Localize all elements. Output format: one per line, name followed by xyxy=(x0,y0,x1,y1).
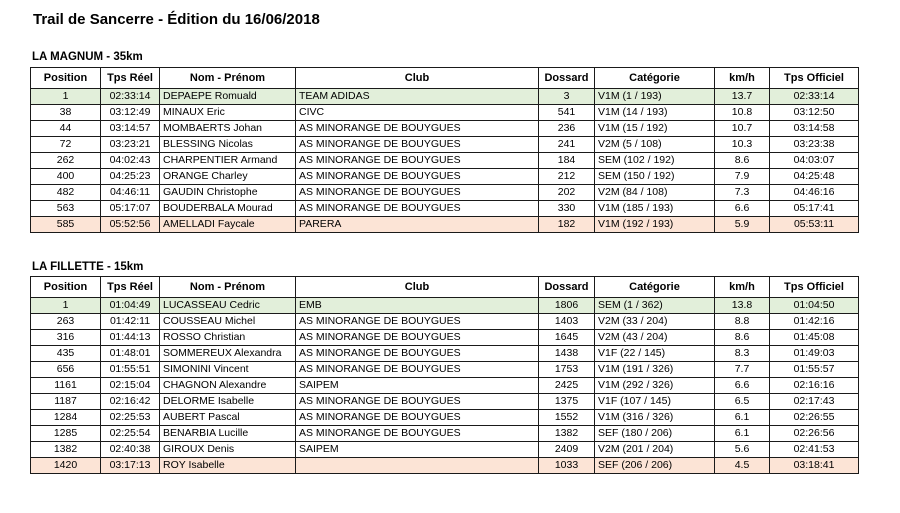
table-row xyxy=(31,121,859,137)
cell-nom-prenom: MINAUX Eric xyxy=(160,105,296,121)
table-row xyxy=(31,153,859,169)
table-row xyxy=(31,314,859,330)
cell-tps-reel: 04:02:43 xyxy=(101,153,160,169)
cell-position: 435 xyxy=(31,346,101,362)
cell-dossard: 1375 xyxy=(539,394,595,410)
header-position: Position xyxy=(31,277,101,298)
cell-tps-officiel: 05:53:11 xyxy=(770,217,859,233)
cell-tps-officiel: 05:17:41 xyxy=(770,201,859,217)
header-categorie: Catégorie xyxy=(595,277,715,298)
cell-position: 44 xyxy=(31,121,101,137)
cell-club: SAIPEM xyxy=(296,378,539,394)
cell-tps-officiel: 02:41:53 xyxy=(770,442,859,458)
cell-tps-officiel: 03:23:38 xyxy=(770,137,859,153)
cell-dossard: 330 xyxy=(539,201,595,217)
cell-club: AS MINORANGE DE BOUYGUES xyxy=(296,330,539,346)
header-categorie: Catégorie xyxy=(595,68,715,89)
header-club: Club xyxy=(296,68,539,89)
header-tps-officiel: Tps Officiel xyxy=(770,68,859,89)
cell-nom-prenom: AUBERT Pascal xyxy=(160,410,296,426)
cell-categorie: V1M (192 / 193) xyxy=(595,217,715,233)
cell-tps-officiel: 04:46:16 xyxy=(770,185,859,201)
table-row xyxy=(31,378,859,394)
cell-tps-reel: 02:15:04 xyxy=(101,378,160,394)
table-row xyxy=(31,185,859,201)
cell-tps-officiel: 04:03:07 xyxy=(770,153,859,169)
cell-categorie: V1M (1 / 193) xyxy=(595,89,715,105)
cell-nom-prenom: CHARPENTIER Armand xyxy=(160,153,296,169)
cell-kmh: 7.9 xyxy=(715,169,770,185)
header-tps-reel: Tps Réel xyxy=(101,277,160,298)
cell-position: 400 xyxy=(31,169,101,185)
cell-club: TEAM ADIDAS xyxy=(296,89,539,105)
cell-nom-prenom: DELORME Isabelle xyxy=(160,394,296,410)
cell-club: SAIPEM xyxy=(296,442,539,458)
cell-kmh: 8.8 xyxy=(715,314,770,330)
table-row xyxy=(31,169,859,185)
cell-position: 656 xyxy=(31,362,101,378)
cell-categorie: V1M (15 / 192) xyxy=(595,121,715,137)
cell-tps-officiel: 03:18:41 xyxy=(770,458,859,474)
cell-tps-reel: 01:55:51 xyxy=(101,362,160,378)
cell-kmh: 8.3 xyxy=(715,346,770,362)
cell-tps-reel: 02:40:38 xyxy=(101,442,160,458)
cell-kmh: 6.1 xyxy=(715,410,770,426)
cell-dossard: 202 xyxy=(539,185,595,201)
cell-position: 563 xyxy=(31,201,101,217)
cell-position: 1 xyxy=(31,298,101,314)
header-nom-prenom: Nom - Prénom xyxy=(160,277,296,298)
cell-tps-officiel: 03:12:50 xyxy=(770,105,859,121)
cell-nom-prenom: SIMONINI Vincent xyxy=(160,362,296,378)
cell-kmh: 5.6 xyxy=(715,442,770,458)
cell-dossard: 1645 xyxy=(539,330,595,346)
cell-tps-reel: 02:33:14 xyxy=(101,89,160,105)
section-title-fillette: LA FILLETTE - 15km xyxy=(32,261,144,273)
cell-tps-reel: 03:14:57 xyxy=(101,121,160,137)
cell-categorie: V2M (43 / 204) xyxy=(595,330,715,346)
cell-tps-officiel: 02:16:16 xyxy=(770,378,859,394)
cell-categorie: V2M (84 / 108) xyxy=(595,185,715,201)
cell-categorie: V1M (316 / 326) xyxy=(595,410,715,426)
cell-club: AS MINORANGE DE BOUYGUES xyxy=(296,121,539,137)
table-row xyxy=(31,330,859,346)
header-nom-prenom: Nom - Prénom xyxy=(160,68,296,89)
cell-kmh: 5.9 xyxy=(715,217,770,233)
cell-dossard: 236 xyxy=(539,121,595,137)
cell-tps-officiel: 04:25:48 xyxy=(770,169,859,185)
header-kmh: km/h xyxy=(715,68,770,89)
cell-categorie: SEF (180 / 206) xyxy=(595,426,715,442)
cell-position: 263 xyxy=(31,314,101,330)
cell-nom-prenom: BOUDERBALA Mourad xyxy=(160,201,296,217)
cell-tps-officiel: 01:55:57 xyxy=(770,362,859,378)
table-row xyxy=(31,394,859,410)
header-tps-officiel: Tps Officiel xyxy=(770,277,859,298)
cell-tps-reel: 02:25:53 xyxy=(101,410,160,426)
cell-club: PARERA xyxy=(296,217,539,233)
cell-nom-prenom: ROY Isabelle xyxy=(160,458,296,474)
results-table-fillette xyxy=(30,276,859,474)
cell-dossard: 1382 xyxy=(539,426,595,442)
header-dossard: Dossard xyxy=(539,277,595,298)
table-row xyxy=(31,410,859,426)
table-row xyxy=(31,201,859,217)
cell-dossard: 241 xyxy=(539,137,595,153)
cell-dossard: 184 xyxy=(539,153,595,169)
cell-position: 482 xyxy=(31,185,101,201)
cell-nom-prenom: BLESSING Nicolas xyxy=(160,137,296,153)
cell-kmh: 8.6 xyxy=(715,330,770,346)
cell-kmh: 6.6 xyxy=(715,201,770,217)
cell-tps-officiel: 01:04:50 xyxy=(770,298,859,314)
table-row xyxy=(31,298,859,314)
cell-club: AS MINORANGE DE BOUYGUES xyxy=(296,410,539,426)
cell-categorie: V2M (201 / 204) xyxy=(595,442,715,458)
cell-categorie: V2M (5 / 108) xyxy=(595,137,715,153)
table-header-row xyxy=(31,68,859,89)
cell-club: EMB xyxy=(296,298,539,314)
cell-kmh: 6.6 xyxy=(715,378,770,394)
cell-tps-reel: 03:17:13 xyxy=(101,458,160,474)
cell-tps-reel: 01:44:13 xyxy=(101,330,160,346)
cell-tps-reel: 01:42:11 xyxy=(101,314,160,330)
cell-kmh: 4.5 xyxy=(715,458,770,474)
cell-kmh: 13.7 xyxy=(715,89,770,105)
cell-categorie: V2M (33 / 204) xyxy=(595,314,715,330)
cell-categorie: V1M (191 / 326) xyxy=(595,362,715,378)
cell-categorie: V1M (185 / 193) xyxy=(595,201,715,217)
cell-position: 585 xyxy=(31,217,101,233)
cell-tps-officiel: 02:26:55 xyxy=(770,410,859,426)
cell-position: 1382 xyxy=(31,442,101,458)
cell-tps-reel: 05:17:07 xyxy=(101,201,160,217)
cell-categorie: SEM (1 / 362) xyxy=(595,298,715,314)
cell-dossard: 1033 xyxy=(539,458,595,474)
cell-dossard: 2409 xyxy=(539,442,595,458)
cell-tps-reel: 03:12:49 xyxy=(101,105,160,121)
cell-club: CIVC xyxy=(296,105,539,121)
cell-tps-officiel: 03:14:58 xyxy=(770,121,859,137)
cell-club: AS MINORANGE DE BOUYGUES xyxy=(296,426,539,442)
cell-kmh: 10.3 xyxy=(715,137,770,153)
cell-categorie: V1M (292 / 326) xyxy=(595,378,715,394)
cell-dossard: 212 xyxy=(539,169,595,185)
cell-nom-prenom: GIROUX Denis xyxy=(160,442,296,458)
cell-position: 1420 xyxy=(31,458,101,474)
cell-kmh: 6.5 xyxy=(715,394,770,410)
cell-club: AS MINORANGE DE BOUYGUES xyxy=(296,153,539,169)
cell-club: AS MINORANGE DE BOUYGUES xyxy=(296,201,539,217)
cell-categorie: SEM (150 / 192) xyxy=(595,169,715,185)
header-position: Position xyxy=(31,68,101,89)
cell-nom-prenom: MOMBAERTS Johan xyxy=(160,121,296,137)
cell-categorie: V1M (14 / 193) xyxy=(595,105,715,121)
cell-tps-officiel: 02:33:14 xyxy=(770,89,859,105)
cell-dossard: 1806 xyxy=(539,298,595,314)
cell-tps-reel: 05:52:56 xyxy=(101,217,160,233)
cell-club xyxy=(296,458,539,474)
cell-tps-officiel: 02:26:56 xyxy=(770,426,859,442)
cell-tps-reel: 02:25:54 xyxy=(101,426,160,442)
cell-tps-reel: 01:48:01 xyxy=(101,346,160,362)
cell-categorie: V1F (107 / 145) xyxy=(595,394,715,410)
cell-position: 1187 xyxy=(31,394,101,410)
cell-dossard: 1438 xyxy=(539,346,595,362)
cell-nom-prenom: LUCASSEAU Cedric xyxy=(160,298,296,314)
table-row xyxy=(31,217,859,233)
cell-position: 72 xyxy=(31,137,101,153)
cell-kmh: 7.3 xyxy=(715,185,770,201)
header-club: Club xyxy=(296,277,539,298)
table-row xyxy=(31,362,859,378)
cell-nom-prenom: DEPAEPE Romuald xyxy=(160,89,296,105)
cell-nom-prenom: SOMMEREUX Alexandra xyxy=(160,346,296,362)
cell-club: AS MINORANGE DE BOUYGUES xyxy=(296,185,539,201)
cell-tps-reel: 04:46:11 xyxy=(101,185,160,201)
cell-tps-officiel: 01:49:03 xyxy=(770,346,859,362)
cell-club: AS MINORANGE DE BOUYGUES xyxy=(296,346,539,362)
table-row xyxy=(31,346,859,362)
cell-club: AS MINORANGE DE BOUYGUES xyxy=(296,137,539,153)
cell-nom-prenom: COUSSEAU Michel xyxy=(160,314,296,330)
cell-position: 1 xyxy=(31,89,101,105)
cell-nom-prenom: ROSSO Christian xyxy=(160,330,296,346)
cell-dossard: 182 xyxy=(539,217,595,233)
cell-position: 316 xyxy=(31,330,101,346)
cell-tps-officiel: 01:42:16 xyxy=(770,314,859,330)
cell-tps-reel: 02:16:42 xyxy=(101,394,160,410)
cell-dossard: 1403 xyxy=(539,314,595,330)
cell-kmh: 6.1 xyxy=(715,426,770,442)
header-kmh: km/h xyxy=(715,277,770,298)
cell-position: 262 xyxy=(31,153,101,169)
table-row xyxy=(31,458,859,474)
cell-position: 38 xyxy=(31,105,101,121)
section-title-magnum: LA MAGNUM - 35km xyxy=(32,51,143,63)
cell-kmh: 10.7 xyxy=(715,121,770,137)
cell-kmh: 10.8 xyxy=(715,105,770,121)
cell-tps-officiel: 01:45:08 xyxy=(770,330,859,346)
results-table-magnum xyxy=(30,67,859,233)
cell-nom-prenom: GAUDIN Christophe xyxy=(160,185,296,201)
cell-club: AS MINORANGE DE BOUYGUES xyxy=(296,169,539,185)
table-row xyxy=(31,442,859,458)
cell-dossard: 1753 xyxy=(539,362,595,378)
cell-position: 1161 xyxy=(31,378,101,394)
cell-nom-prenom: BENARBIA Lucille xyxy=(160,426,296,442)
cell-club: AS MINORANGE DE BOUYGUES xyxy=(296,394,539,410)
table-row xyxy=(31,105,859,121)
cell-club: AS MINORANGE DE BOUYGUES xyxy=(296,314,539,330)
cell-tps-reel: 01:04:49 xyxy=(101,298,160,314)
header-tps-reel: Tps Réel xyxy=(101,68,160,89)
cell-kmh: 7.7 xyxy=(715,362,770,378)
cell-nom-prenom: ORANGE Charley xyxy=(160,169,296,185)
cell-tps-reel: 03:23:21 xyxy=(101,137,160,153)
cell-tps-officiel: 02:17:43 xyxy=(770,394,859,410)
cell-categorie: SEF (206 / 206) xyxy=(595,458,715,474)
cell-position: 1285 xyxy=(31,426,101,442)
table-header-row xyxy=(31,277,859,298)
cell-dossard: 3 xyxy=(539,89,595,105)
table-row xyxy=(31,89,859,105)
cell-tps-reel: 04:25:23 xyxy=(101,169,160,185)
cell-position: 1284 xyxy=(31,410,101,426)
cell-kmh: 8.6 xyxy=(715,153,770,169)
cell-dossard: 1552 xyxy=(539,410,595,426)
cell-nom-prenom: AMELLADI Faycale xyxy=(160,217,296,233)
table-row xyxy=(31,137,859,153)
cell-categorie: SEM (102 / 192) xyxy=(595,153,715,169)
cell-dossard: 541 xyxy=(539,105,595,121)
table-row xyxy=(31,426,859,442)
cell-dossard: 2425 xyxy=(539,378,595,394)
cell-nom-prenom: CHAGNON Alexandre xyxy=(160,378,296,394)
page-title: Trail de Sancerre - Édition du 16/06/2018 xyxy=(33,11,320,28)
cell-kmh: 13.8 xyxy=(715,298,770,314)
header-dossard: Dossard xyxy=(539,68,595,89)
cell-club: AS MINORANGE DE BOUYGUES xyxy=(296,362,539,378)
cell-categorie: V1F (22 / 145) xyxy=(595,346,715,362)
